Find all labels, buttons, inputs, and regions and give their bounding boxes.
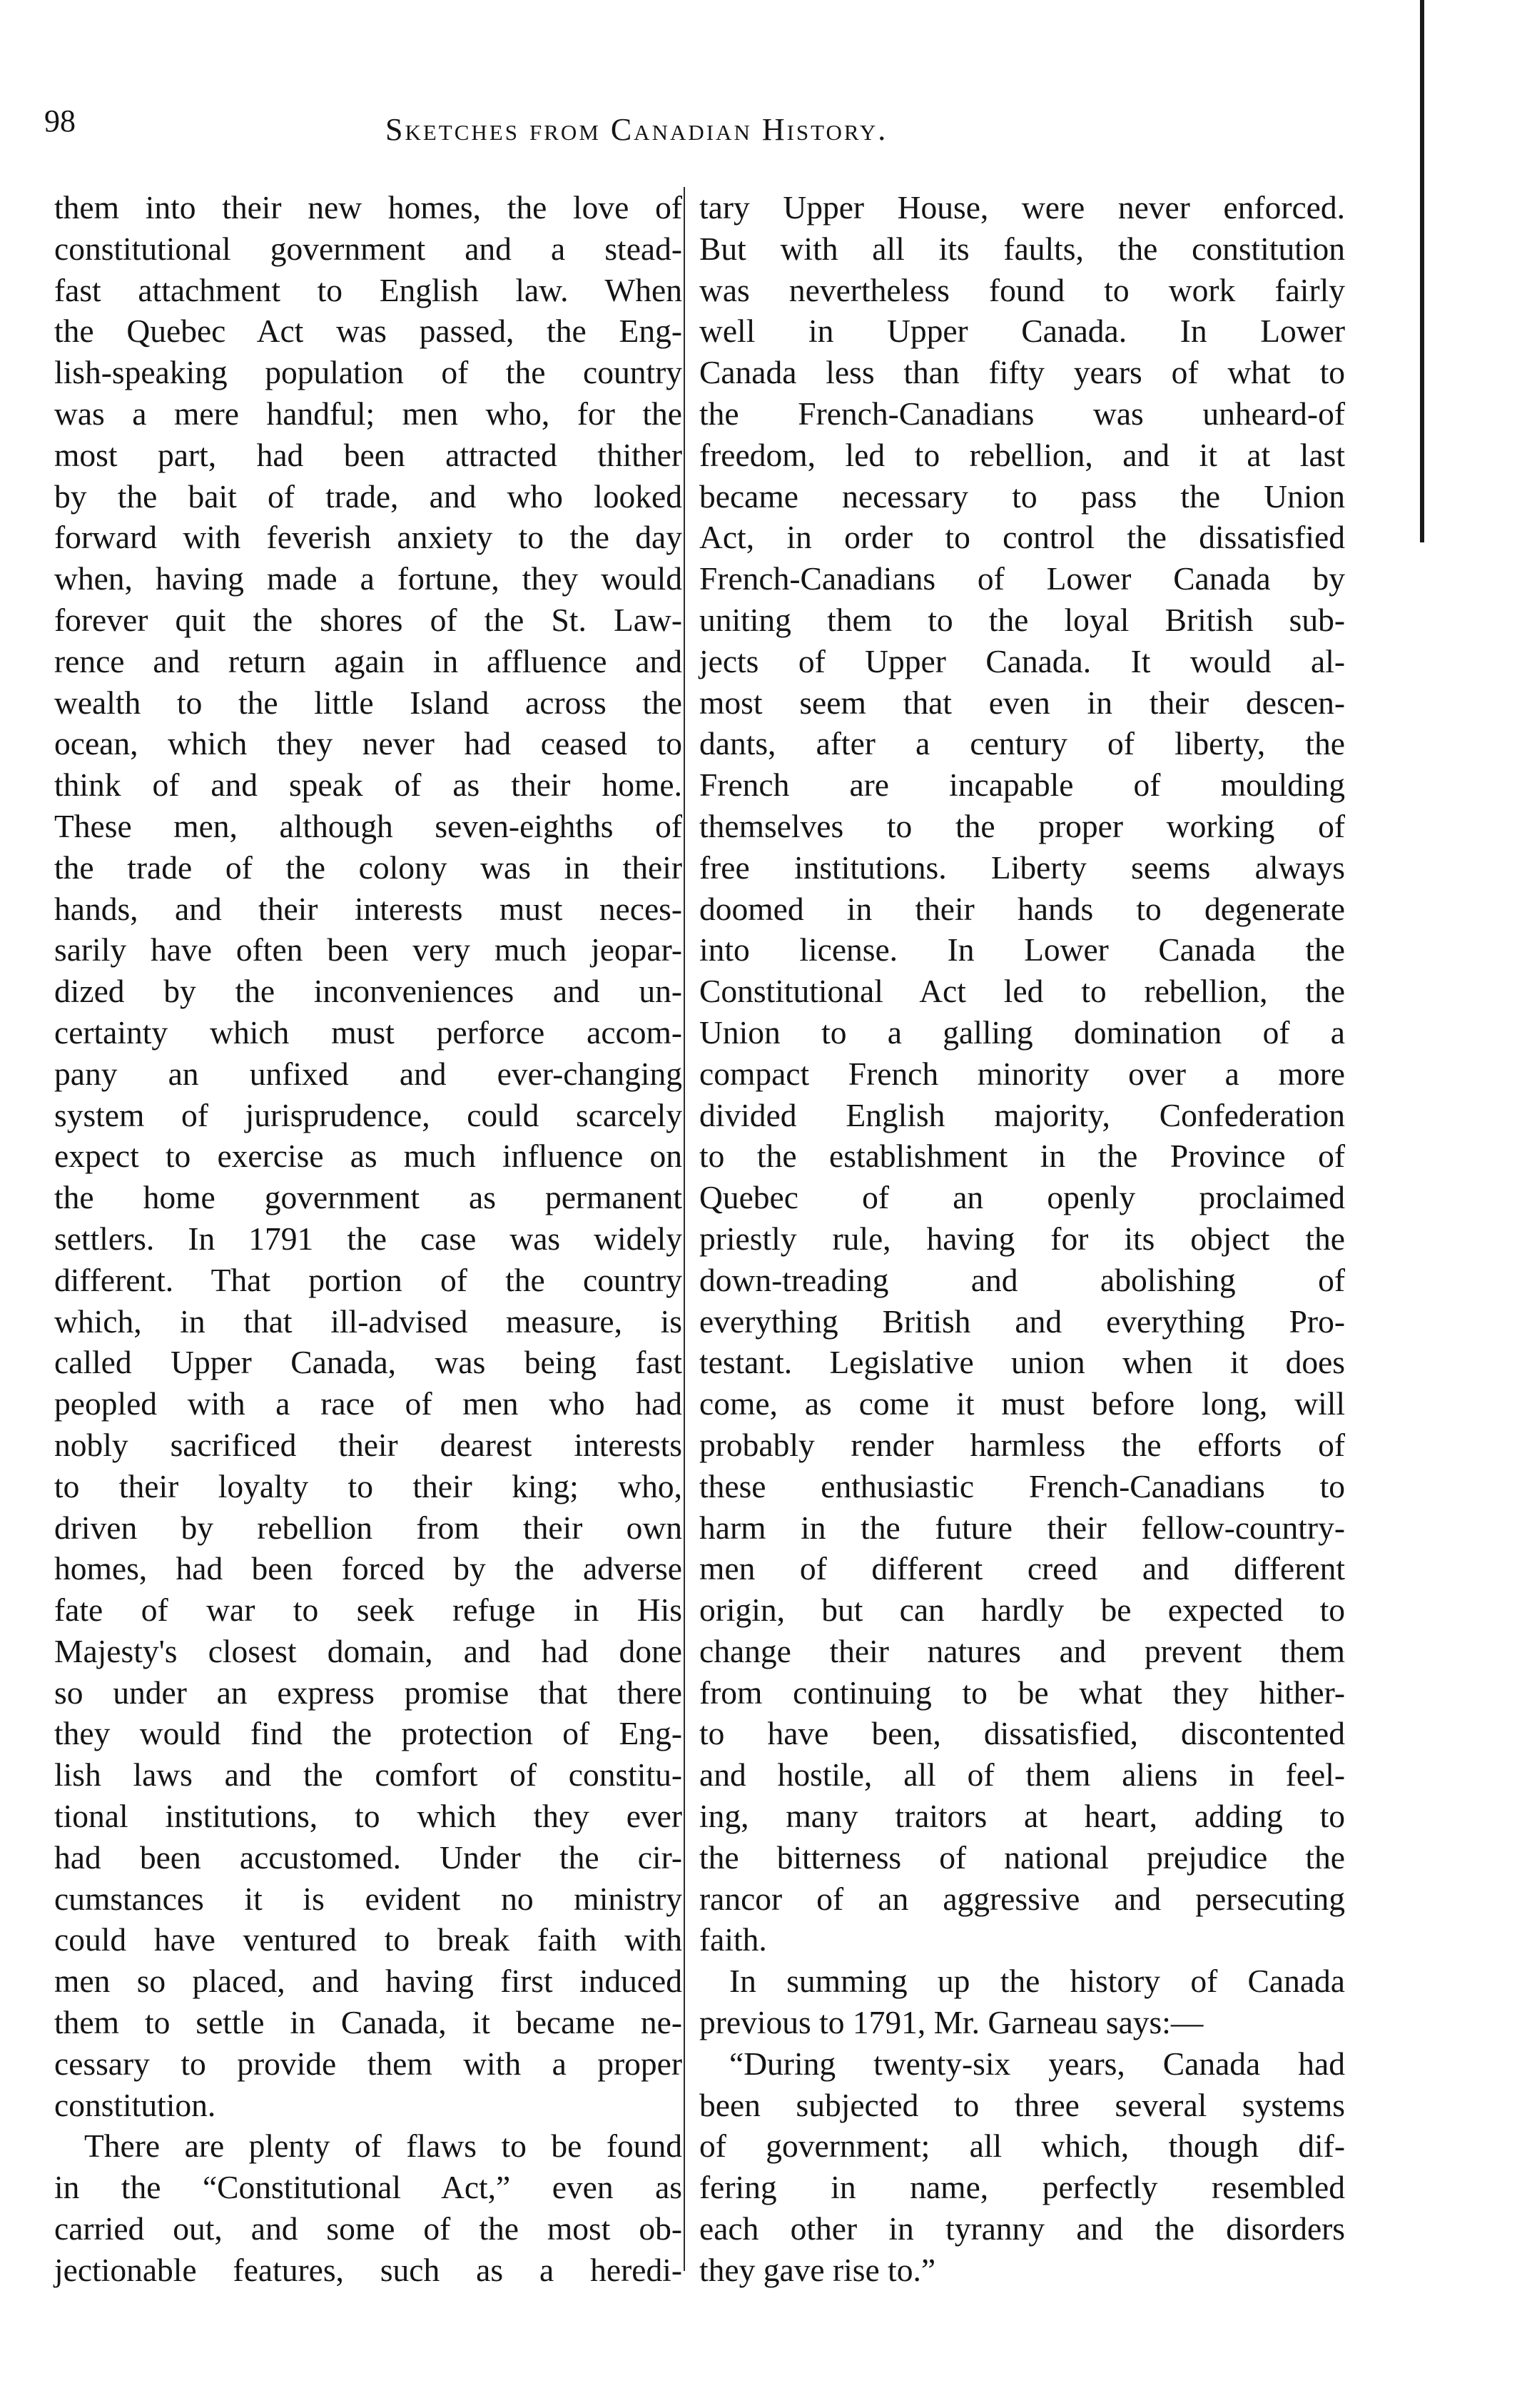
text-line: origin, but can hardly be expected to: [699, 1592, 1345, 1629]
text-line: These men, although seven-eighths of: [54, 807, 682, 844]
text-line: forward with feverish anxiety to the day: [54, 519, 682, 556]
text-line: of government; all which, though dif-: [699, 2128, 1345, 2165]
text-line: the trade of the colony was in their: [54, 849, 682, 886]
right-column: [699, 187, 1345, 2291]
text-line: rancor of an aggressive and persecuting: [699, 1880, 1345, 1917]
text-line: free institutions. Liberty seems always: [699, 849, 1345, 886]
text-line: fate of war to seek refuge in His: [54, 1592, 682, 1629]
text-line: sarily have often been very much jeopar-: [54, 931, 682, 968]
text-line: men so placed, and having first induced: [54, 1963, 682, 2000]
text-line: to the establishment in the Province of: [699, 1138, 1345, 1175]
page-number: 98: [44, 103, 76, 138]
text-line: think of and speak of as their home.: [54, 767, 682, 804]
text-line: them to settle in Canada, it became ne-: [54, 2004, 682, 2041]
text-line: the Quebec Act was passed, the Eng-: [54, 313, 682, 350]
text-line: had been accustomed. Under the cir-: [54, 1838, 682, 1876]
text-line: carried out, and some of the most ob-: [54, 2210, 682, 2247]
text-line: wealth to the little Island across the: [54, 684, 682, 721]
text-line: dants, after a century of liberty, the: [699, 725, 1345, 762]
text-line: most part, had been attracted thither: [54, 436, 682, 473]
text-line: and hostile, all of them aliens in feel-: [699, 1756, 1345, 1794]
text-line: when, having made a fortune, they would: [54, 560, 682, 597]
text-line: pany an unfixed and ever-changing: [54, 1055, 682, 1092]
text-line: well in Upper Canada. In Lower: [699, 313, 1345, 350]
text-line: settlers. In 1791 the case was widely: [54, 1220, 682, 1257]
text-line: fering in name, perfectly resembled: [699, 2169, 1345, 2206]
text-line: Majesty's closest domain, and had done: [54, 1632, 682, 1669]
text-line: Act, in order to control the dissatisfied: [699, 519, 1345, 556]
text-line: compact French minority over a more: [699, 1055, 1345, 1092]
text-line: the bitterness of national prejudice the: [699, 1838, 1345, 1876]
text-line: men of different creed and different: [699, 1550, 1345, 1587]
text-line: fast attachment to English law. When: [54, 271, 682, 308]
text-line: them into their new homes, the love of: [54, 189, 682, 226]
text-line: from continuing to be what they hither-: [699, 1674, 1345, 1711]
text-line: nobly sacrificed their dearest interests: [54, 1426, 682, 1463]
text-line: Union to a galling domination of a: [699, 1013, 1345, 1051]
column-divider: [684, 187, 685, 2271]
text-line: There are plenty of flaws to be found: [84, 2128, 682, 2165]
left-column: [54, 187, 682, 2291]
text-line: Canada less than fifty years of what to: [699, 354, 1345, 391]
text-line: everything British and everything Pro-: [699, 1302, 1345, 1340]
text-line: themselves to the proper working of: [699, 807, 1345, 844]
text-line: harm in the future their fellow-country-: [699, 1509, 1345, 1546]
text-line: ing, many traitors at heart, adding to: [699, 1798, 1345, 1835]
text-line: cumstances it is evident no ministry: [54, 1880, 682, 1917]
text-line: by the bait of trade, and who looked: [54, 477, 682, 515]
text-line: been subjected to three several systems: [699, 2086, 1345, 2123]
text-line: “During twenty-six years, Canada had: [729, 2045, 1345, 2082]
text-line: called Upper Canada, was being fast: [54, 1344, 682, 1381]
text-line: tional institutions, to which they ever: [54, 1798, 682, 1835]
text-line: to their loyalty to their king; who,: [54, 1467, 682, 1504]
text-line: jectionable features, such as a heredi-: [54, 2251, 682, 2288]
text-line: most seem that even in their descen-: [699, 684, 1345, 721]
text-line: change their natures and prevent them: [699, 1632, 1345, 1669]
text-line: to have been, dissatisfied, discontented: [699, 1715, 1345, 1752]
text-line: jects of Upper Canada. It would al-: [699, 642, 1345, 679]
text-line: different. That portion of the country: [54, 1261, 682, 1298]
text-line: Quebec of an openly proclaimed: [699, 1179, 1345, 1216]
text-line: they would find the protection of Eng-: [54, 1715, 682, 1752]
text-line: down-treading and abolishing of: [699, 1261, 1345, 1298]
text-line: previous to 1791, Mr. Garneau says:—: [699, 2004, 1204, 2041]
text-line: was nevertheless found to work fairly: [699, 271, 1345, 308]
text-line: French-Canadians of Lower Canada by: [699, 560, 1345, 597]
text-line: the home government as permanent: [54, 1179, 682, 1216]
text-line: rence and return again in affluence and: [54, 642, 682, 679]
text-line: each other in tyranny and the disorders: [699, 2210, 1345, 2247]
text-line: testant. Legislative union when it does: [699, 1344, 1345, 1381]
text-line: expect to exercise as much influence on: [54, 1138, 682, 1175]
text-line: forever quit the shores of the St. Law-: [54, 601, 682, 638]
text-line: dized by the inconveniences and un-: [54, 973, 682, 1010]
text-line: became necessary to pass the Union: [699, 477, 1345, 515]
text-line: certainty which must perforce accom-: [54, 1013, 682, 1051]
text-line: faith.: [699, 1921, 767, 1958]
text-line: constitution.: [54, 2086, 216, 2123]
text-line: priestly rule, having for its object the: [699, 1220, 1345, 1257]
text-line: into license. In Lower Canada the: [699, 931, 1345, 968]
text-line: doomed in their hands to degenerate: [699, 890, 1345, 927]
text-line: homes, had been forced by the adverse: [54, 1550, 682, 1587]
text-line: come, as come it must before long, will: [699, 1385, 1345, 1422]
text-line: French are incapable of moulding: [699, 767, 1345, 804]
page-edge-rule: [1420, 0, 1424, 542]
text-line: tary Upper House, were never enforced.: [699, 189, 1345, 226]
text-line: driven by rebellion from their own: [54, 1509, 682, 1546]
text-line: uniting them to the loyal British sub-: [699, 601, 1345, 638]
text-line: probably render harmless the efforts of: [699, 1426, 1345, 1463]
text-line: lish-speaking population of the country: [54, 354, 682, 391]
text-line: cessary to provide them with a proper: [54, 2045, 682, 2082]
text-line: freedom, led to rebellion, and it at last: [699, 436, 1345, 473]
text-line: system of jurisprudence, could scarcely: [54, 1096, 682, 1133]
running-title: Sketches from Canadian History.: [385, 112, 888, 147]
text-line: divided English majority, Confederation: [699, 1096, 1345, 1133]
text-line: lish laws and the comfort of constitu-: [54, 1756, 682, 1794]
text-line: in the “Constitutional Act,” even as: [54, 2169, 682, 2206]
text-line: they gave rise to.”: [699, 2251, 936, 2288]
text-line: hands, and their interests must neces-: [54, 890, 682, 927]
text-line: But with all its faults, the constitution: [699, 230, 1345, 267]
text-line: so under an express promise that there: [54, 1674, 682, 1711]
text-line: Constitutional Act led to rebellion, the: [699, 973, 1345, 1010]
text-line: the French-Canadians was unheard-of: [699, 395, 1345, 432]
text-line: these enthusiastic French-Canadians to: [699, 1467, 1345, 1504]
text-line: constitutional government and a stead-: [54, 230, 682, 267]
text-line: ocean, which they never had ceased to: [54, 725, 682, 762]
text-line: which, in that ill-advised measure, is: [54, 1302, 682, 1340]
text-line: peopled with a race of men who had: [54, 1385, 682, 1422]
text-line: could have ventured to break faith with: [54, 1921, 682, 1958]
text-line: was a mere handful; men who, for the: [54, 395, 682, 432]
text-line: In summing up the history of Canada: [729, 1963, 1345, 2000]
